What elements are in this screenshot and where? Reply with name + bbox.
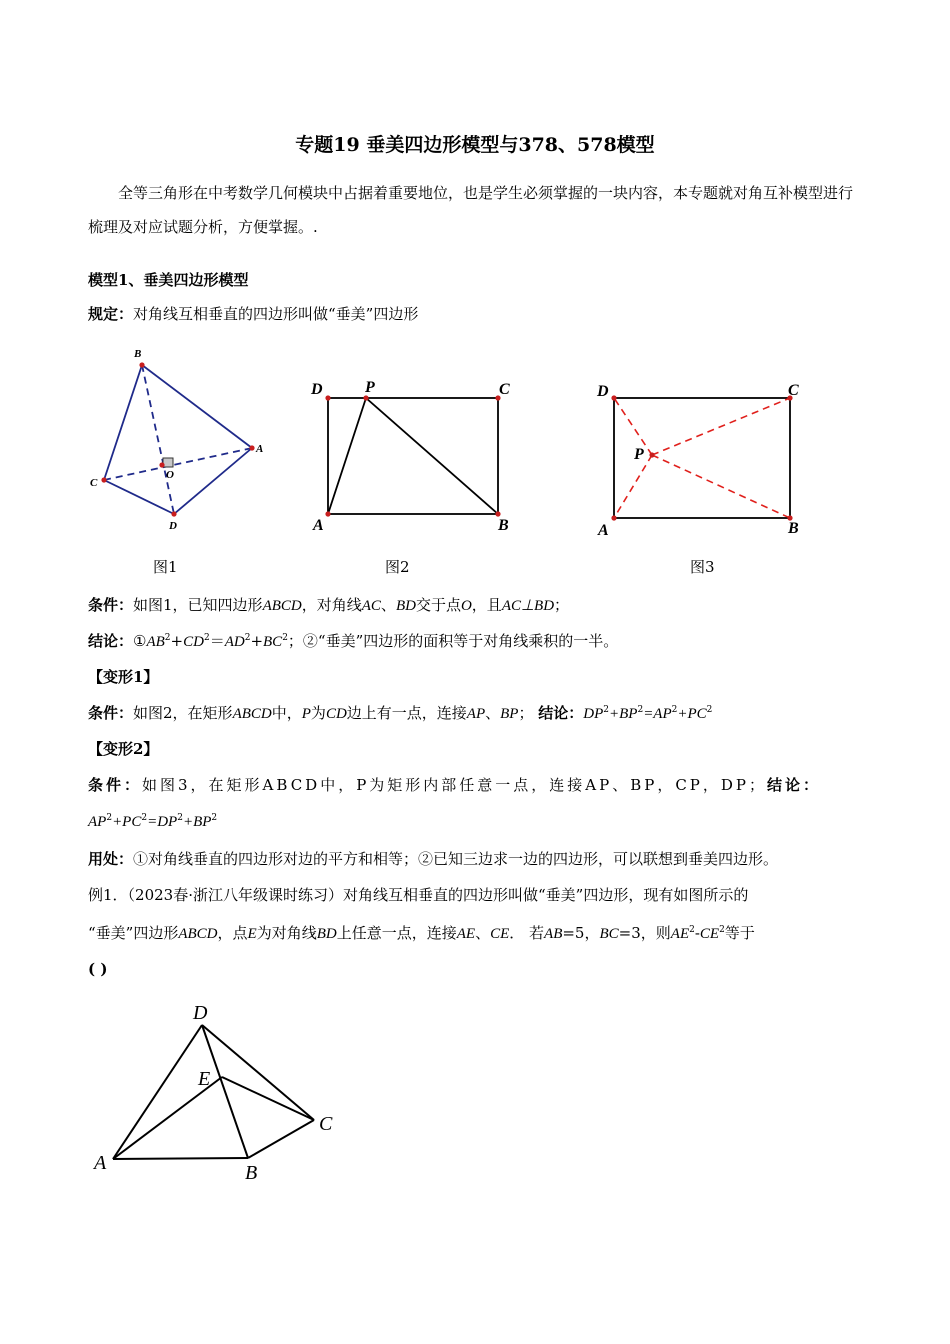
fig3-label-a: A [598, 522, 609, 539]
fig1-side-ad [174, 448, 252, 514]
fig1-label-c: C [90, 477, 98, 489]
fig1-side-dc [104, 480, 174, 514]
fig3-label-d: D [597, 383, 609, 400]
fig2-label-b: B [498, 517, 509, 534]
fig3-label-b: B [788, 520, 799, 537]
fig1-diagonal-ac [104, 448, 252, 480]
fig3-segment-cp [652, 398, 790, 455]
definition-line [88, 303, 868, 325]
example-1-line-1: 例1．（2023春·浙江八年级课时练习）对角线互相垂直的四边形叫做“垂美”四边形，现有如图所示的 [88, 886, 749, 904]
definition-text: 对角线互相垂直的四边形叫做“垂美”四边形 [133, 305, 419, 323]
conclusion-1: 结论：$①AB^2+CD^2=AD^2+BC^2$；②“垂美”四边形的面积等于对角线乘积的一半。 [88, 632, 619, 650]
caption-figure-2: 图2 [385, 558, 410, 576]
fig1-side-ba [142, 365, 252, 448]
example-1-figure [85, 995, 355, 1195]
fig3-segment-ap [614, 455, 652, 518]
ex-label-c: C [319, 1113, 333, 1135]
model1-heading: 模型1、垂美四边形模型 [88, 271, 249, 289]
ex-segment-ce [222, 1077, 314, 1120]
usage-line: 用处：①对角线垂直的四边形对边的平方和相等；②已知三边求一边的四边形，可以联想到垂美四边形。 [88, 850, 779, 868]
variant-1-heading: 【变形1】 [88, 668, 159, 686]
fig1-label-b: B [134, 348, 142, 360]
variant-1-body: 条件：如图2，在矩形ABCD中，P为CD边上有一点，连接AP、BP； 结论：$DP^2+BP^2=AP^2+PC^2$ [88, 704, 713, 722]
fig3-segment-bp [652, 455, 790, 518]
ex-side-cb [248, 1120, 314, 1158]
variant-2-heading: 【变形2】 [88, 740, 159, 758]
ex-label-d: D [193, 1002, 208, 1024]
fig1-label-o: O [166, 469, 174, 481]
caption-figure-3: 图3 [690, 558, 715, 576]
ex-label-e: E [198, 1068, 211, 1090]
variant-2-body: 条件：如图3，在矩形ABCD中，P为矩形内部任意一点，连接AP、BP，CP，DP；结论： [88, 776, 822, 794]
conclusion-label: 结论： [88, 632, 134, 650]
example-1-line-2: “垂美”四边形ABCD，点E为对角线BD上任意一点，连接AE、CE． 若AB=5，BC=3，则$AE^2-CE^2$等于 [88, 924, 755, 942]
intro-paragraph: 全等三角形在中考数学几何模块中占据着重要地位，也是学生必须掌握的一块内容，本专题就对角互补模型进行梳理及对应试题分析，方便掌握。. [88, 184, 854, 236]
ex-label-a: A [94, 1152, 107, 1174]
condition-1: 条件：如图1，已知四边形ABCD，对角线AC、BD交于点O，且AC⊥BD； [88, 596, 570, 614]
fig2-rectangle [328, 398, 498, 514]
fig2-segment-ap [328, 398, 366, 514]
fig2-label-p: P [365, 379, 375, 396]
definition-label: 规定： [88, 305, 134, 323]
figure-1 [85, 340, 275, 540]
page-title: 专题19 垂美四边形模型与378、578模型 [295, 134, 655, 156]
caption-figure-1: 图1 [153, 558, 178, 576]
fig3-label-c: C [788, 382, 799, 399]
variant-2-formula: $AP^2+PC^2=DP^2+BP^2$ [88, 813, 218, 830]
fig2-label-d: D [311, 381, 323, 398]
figure-3 [590, 370, 820, 545]
ex-side-ba [113, 1158, 248, 1159]
fig3-segment-dp [614, 398, 652, 455]
ex-label-b: B [245, 1162, 258, 1184]
fig1-side-cb [104, 365, 142, 480]
answer-blank: ( ) [88, 960, 108, 978]
fig1-diagonal-bd [142, 365, 174, 514]
fig2-label-c: C [499, 381, 510, 398]
fig1-label-d: D [169, 520, 177, 532]
fig1-label-a: A [256, 443, 264, 455]
fig2-segment-bp [366, 398, 498, 514]
figure-2 [300, 370, 530, 540]
fig3-label-p: P [634, 446, 644, 463]
fig2-label-a: A [313, 517, 324, 534]
condition-label: 条件： [88, 596, 134, 614]
ex-side-ad [113, 1025, 202, 1159]
